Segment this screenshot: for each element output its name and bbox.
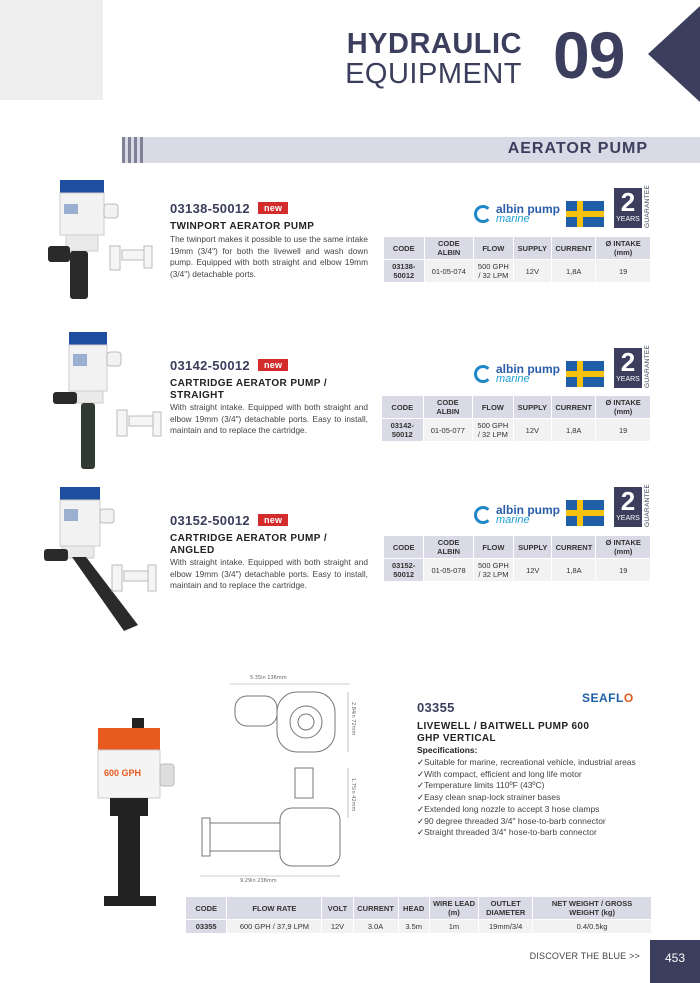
new-badge: new bbox=[258, 202, 288, 214]
twinport-pump-photo bbox=[40, 176, 165, 306]
guarantee-label: GUARANTEE bbox=[644, 483, 651, 527]
spec-item: ✓ Easy clean snap-lock strainer bases bbox=[417, 792, 637, 804]
livewell-spec-table: CODE FLOW RATE VOLT CURRENT HEAD WIRE LEAD (m) OUTLET DIAMETER NET WEIGHT / GROSS WEIGHT (kg) 03355 600 GPH / 37,9 LPM 12V 3.0A 3.5m 1m 19mm/3/4 0.4/0.5kg bbox=[185, 896, 652, 934]
new-badge: new bbox=[258, 514, 288, 526]
product-name: TWINPORT AERATOR PUMP bbox=[170, 221, 315, 232]
spec-item: ✓ 90 degree threaded 3/4" hose-to-barb connector bbox=[417, 816, 637, 828]
section-bar bbox=[122, 137, 700, 163]
livewell-product-name: LIVEWELL / BAITWELL PUMP 600 GHP VERTICAL bbox=[417, 721, 590, 744]
spec-table: CODE CODE ALBIN FLOW SUPPLY CURRENT Ø INTAKE (mm) 03152-50012 01-05-078 500 GPH / 32 LPM 12V 1,8A 19 bbox=[383, 535, 651, 582]
svg-text:1.75in 42mm: 1.75in 42mm bbox=[350, 778, 356, 812]
sweden-flag-icon bbox=[566, 201, 604, 227]
albin-pump-logo: albin pump marine bbox=[474, 204, 560, 224]
product-code: 03142-50012 new bbox=[170, 358, 288, 373]
product-description: With straight intake. Equipped with both straight and elbow 19mm (3/4") detachable ports. Easy to install, maintain and to replace the cartridge. bbox=[170, 557, 368, 590]
product-code: 03152-50012 new bbox=[170, 513, 288, 528]
product-block-3 bbox=[0, 485, 700, 635]
spec-table: CODE CODE ALBIN FLOW SUPPLY CURRENT Ø INTAKE (mm) 03142-50012 01-05-077 500 GPH / 32 LPM 12V 1,8A 19 bbox=[381, 395, 651, 442]
footer-tagline-link[interactable]: DISCOVER THE BLUE >> bbox=[529, 951, 640, 961]
livewell-product-code: 03355 bbox=[417, 700, 455, 715]
corner-block bbox=[0, 0, 103, 100]
svg-text:600 GPH: 600 GPH bbox=[104, 768, 142, 778]
chapter-number: 09 bbox=[553, 18, 625, 92]
seaflo-logo: SEAFLO bbox=[582, 691, 634, 705]
albin-logo-icon bbox=[474, 506, 492, 524]
spec-item: ✓ Extended long nozzle to accept 3 hose clamps bbox=[417, 804, 637, 816]
guarantee-label: GUARANTEE bbox=[644, 344, 651, 388]
product-description: The twinport makes it possible to use the same intake 19mm (3/4") for both the livewell and wash down pump. Equipped with both straight and elbow 19mm (3/4") detachable ports. bbox=[170, 234, 368, 279]
spec-list bbox=[417, 757, 637, 839]
guarantee-badge: 2 YEARS bbox=[614, 487, 642, 527]
spec-table: CODE CODE ALBIN FLOW SUPPLY CURRENT Ø INTAKE (mm) 03138-50012 01-05-074 500 GPH / 32 LPM 12V 1,8A 19 bbox=[383, 236, 651, 283]
cartridge-straight-pump-photo bbox=[45, 330, 170, 475]
product-block-2 bbox=[0, 330, 700, 475]
product-code: 03138-50012 new bbox=[170, 201, 288, 216]
svg-text:5.35in 136mm: 5.35in 136mm bbox=[250, 675, 287, 681]
albin-pump-logo: albin pump marine bbox=[474, 364, 560, 384]
chapter-triangle-marker bbox=[648, 6, 700, 102]
guarantee-badge: 2 YEARS bbox=[614, 188, 642, 228]
svg-text:2.84in 72mm: 2.84in 72mm bbox=[350, 702, 356, 736]
product-description: With straight intake. Equipped with both straight and elbow 19mm (3/4") detachable ports. Easy to install, maintain and to replace the cartridge. bbox=[170, 402, 368, 435]
spec-item: ✓ Straight threaded 3/4" hose-to-barb connector bbox=[417, 827, 637, 839]
sweden-flag-icon bbox=[566, 361, 604, 387]
albin-logo-icon bbox=[474, 205, 492, 223]
product-block-1 bbox=[0, 170, 700, 310]
new-badge: new bbox=[258, 359, 288, 371]
spec-item: ✓ Temperature limits 110ºF (43ºC) bbox=[417, 780, 637, 792]
section-bar-stripes bbox=[122, 137, 144, 163]
spec-heading: Specifications: bbox=[417, 745, 478, 755]
product-name: CARTRIDGE AERATOR PUMP / ANGLED bbox=[170, 533, 328, 556]
chapter-title-line2: EQUIPMENT bbox=[345, 58, 522, 90]
svg-text:9.29in 236mm: 9.29in 236mm bbox=[240, 878, 277, 884]
product-name: CARTRIDGE AERATOR PUMP / STRAIGHT bbox=[170, 378, 328, 401]
spec-item: ✓ Suitable for marine, recreational vehicle, industrial areas bbox=[417, 757, 637, 769]
guarantee-badge: 2 YEARS bbox=[614, 348, 642, 388]
albin-logo-icon bbox=[474, 365, 492, 383]
chapter-title-line1: HYDRAULIC bbox=[346, 28, 522, 60]
cartridge-angled-pump-photo bbox=[40, 485, 170, 635]
page-number: 453 bbox=[650, 940, 700, 983]
albin-pump-logo: albin pump marine bbox=[474, 505, 560, 525]
guarantee-label: GUARANTEE bbox=[644, 184, 651, 228]
sweden-flag-icon bbox=[566, 500, 604, 526]
section-title: AERATOR PUMP bbox=[507, 140, 648, 157]
spec-item: ✓ With compact, efficient and long life motor bbox=[417, 769, 637, 781]
